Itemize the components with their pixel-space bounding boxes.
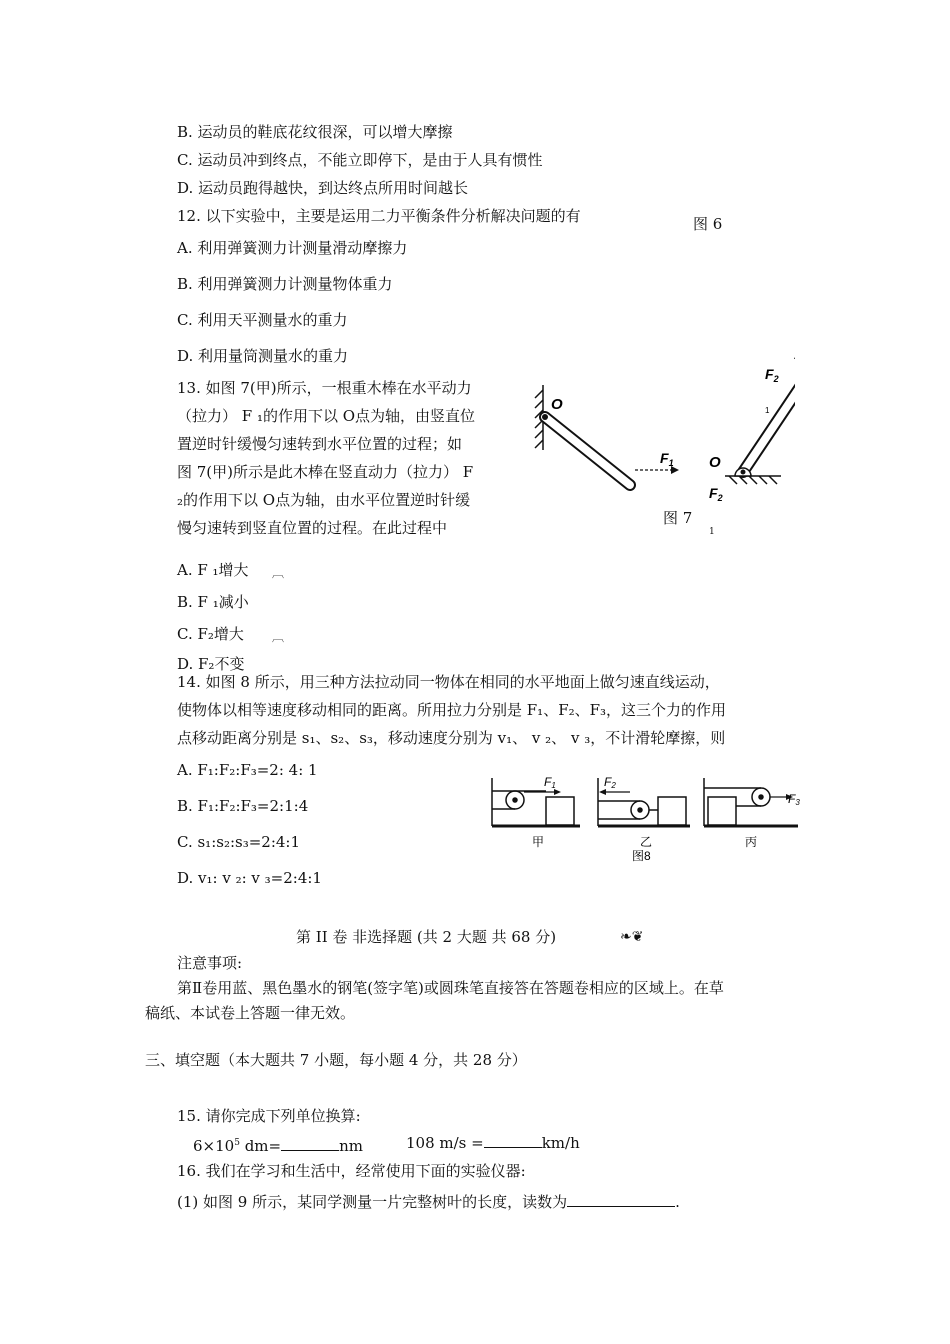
fig8-caption-jia: 甲 — [532, 835, 545, 849]
fig8-f2-arrowhead — [599, 789, 606, 795]
fig7-f2-bottom-label: $F_2$ — [709, 485, 723, 503]
q15-stem: 15. 请你完成下列单位换算: — [177, 1107, 361, 1125]
fig7-left-rod — [545, 417, 630, 485]
notice-line-2: 稿纸、本试卷上答题一律无效。 — [145, 1004, 356, 1022]
q14-option-b: B. F₁:F₂:F₃=2:1:4 — [177, 797, 309, 815]
fig8-caption-bing: 丙 — [745, 835, 758, 849]
fig7-f2-top-label: $F_2$ — [765, 366, 779, 384]
part2-title: 第 II 卷 非选择题 (共 2 大题 共 68 分) — [296, 928, 557, 946]
fig7-f2-arrowhead — [794, 351, 795, 359]
fig8-caption-yi: 乙 — [640, 835, 653, 849]
q12-option-a: A. 利用弹簧测力计测量滑动摩擦力 — [177, 239, 408, 257]
q13-line-1: 13. 如图 7(甲)所示，一根重木棒在水平动力 — [177, 379, 472, 397]
q15-right-conversion: 108 m/s = km/h — [406, 1134, 580, 1152]
q14-option-c: C. s₁:s₂:s₃=2:4:1 — [177, 833, 301, 851]
fig7-right-rod — [743, 387, 795, 472]
q14-option-a: A. F₁:F₂:F₃=2: 4: 1 — [177, 761, 318, 779]
fig7-f1-label: $F_1$ — [660, 450, 674, 468]
q15-blank-kmh[interactable] — [484, 1133, 542, 1148]
notice-line-1: 第Ⅱ卷用蓝、黑色墨水的钢笔(签字笔)或圆珠笔直接答在答题卷相应的区域上。在草 — [177, 979, 724, 997]
fig8-f2-label: F2 — [604, 775, 616, 790]
q13-option-b: B. F ₁减小 — [177, 593, 249, 611]
fig8-f3-label: F3 — [788, 792, 800, 807]
figure-7-label: 图 7 — [663, 509, 693, 527]
q13-line-4: 图 7(甲)所示是此木棒在竖直动力（拉力） F — [177, 463, 474, 481]
q11-option-d: D. 运动员跑得越快，到达终点所用时间越长 — [177, 179, 469, 197]
q14-line-2: 使物体以相等速度移动相同的距离。所用拉力分别是 F₁、F₂、F₃，这三个力的作用 — [177, 701, 727, 719]
q11-option-b: B. 运动员的鞋底花纹很深，可以增大摩擦 — [177, 123, 453, 141]
q12-option-c: C. 利用天平测量水的重力 — [177, 311, 348, 329]
q13-option-c-mark: ︹ — [272, 630, 285, 644]
fig7-left-o-label: O — [551, 396, 563, 413]
q13-option-d: D. F₂不变 — [177, 655, 245, 673]
q11-option-c: C. 运动员冲到终点，不能立即停下，是由于人具有惯性 — [177, 151, 543, 169]
fig7-right-o-label: O — [709, 454, 721, 471]
q16-stem: 16. 我们在学习和生活中，经常使用下面的实验仪器: — [177, 1162, 526, 1180]
section-3-heading: 三、填空题（本大题共 7 小题，每小题 4 分，共 28 分） — [145, 1051, 527, 1069]
q14-option-d: D. v₁: v ₂: v ₃=2:4:1 — [177, 869, 322, 887]
q13-line-3: 置逆时针缓慢匀速转到水平位置的过程；如 — [177, 435, 463, 453]
q12-option-d: D. 利用量筒测量水的重力 — [177, 347, 349, 365]
figure-7 — [525, 345, 795, 540]
figure-6-label: 图 6 — [693, 215, 723, 233]
q13-line-5: ₂的作用下以 O点为轴，由水平位置逆时针缓 — [177, 491, 471, 509]
figure-7-mark: 1 — [709, 527, 715, 537]
q14-line-3: 点移动距离分别是 s₁、s₂、s₃，移动速度分别为 v₁、 v ₂、 v ₃，不计滑轮摩擦，则 — [177, 729, 726, 747]
fig8-f1-label: F1 — [544, 775, 556, 790]
q15-blank-nm[interactable] — [281, 1136, 339, 1151]
q15-left-conversion: $6\times 10^5$ dm= nm — [193, 1137, 363, 1155]
figure-8 — [480, 770, 810, 870]
fig8-setup-bing — [704, 778, 798, 826]
q12-option-b: B. 利用弹簧测力计测量物体重力 — [177, 275, 393, 293]
q16-blank-reading[interactable] — [567, 1192, 675, 1207]
q12-stem: 12. 以下实验中，主要是运用二力平衡条件分析解决问题的有 — [177, 207, 581, 225]
q13-line-6: 慢匀速转到竖直位置的过程。在此过程中 — [177, 519, 448, 537]
part2-decoration-icon: ❧❦ — [620, 929, 644, 945]
fig8-label: 图8 — [632, 849, 651, 863]
fig8-setup-jia — [492, 778, 580, 826]
fig7-left-pivot — [542, 414, 548, 420]
q13-line-2: （拉力） F ₁的作用下以 O点为轴，由竖直位 — [177, 407, 476, 425]
q13-option-c: C. F₂增大 — [177, 625, 244, 643]
q13-option-a-mark: ︹ — [272, 566, 285, 580]
notice-title: 注意事项: — [177, 954, 243, 972]
q16-sub-1: (1) 如图 9 所示，某同学测量一片完整树叶的长度，读数为 . — [177, 1193, 680, 1211]
q14-line-1: 14. 如图 8 所示，用三种方法拉动同一物体在相同的水平地面上做匀速直线运动， — [177, 673, 720, 691]
fig7-right-ground — [725, 476, 781, 484]
fig7-small-mark: 1 — [765, 406, 770, 415]
q13-option-a: A. F ₁增大 — [177, 561, 249, 579]
